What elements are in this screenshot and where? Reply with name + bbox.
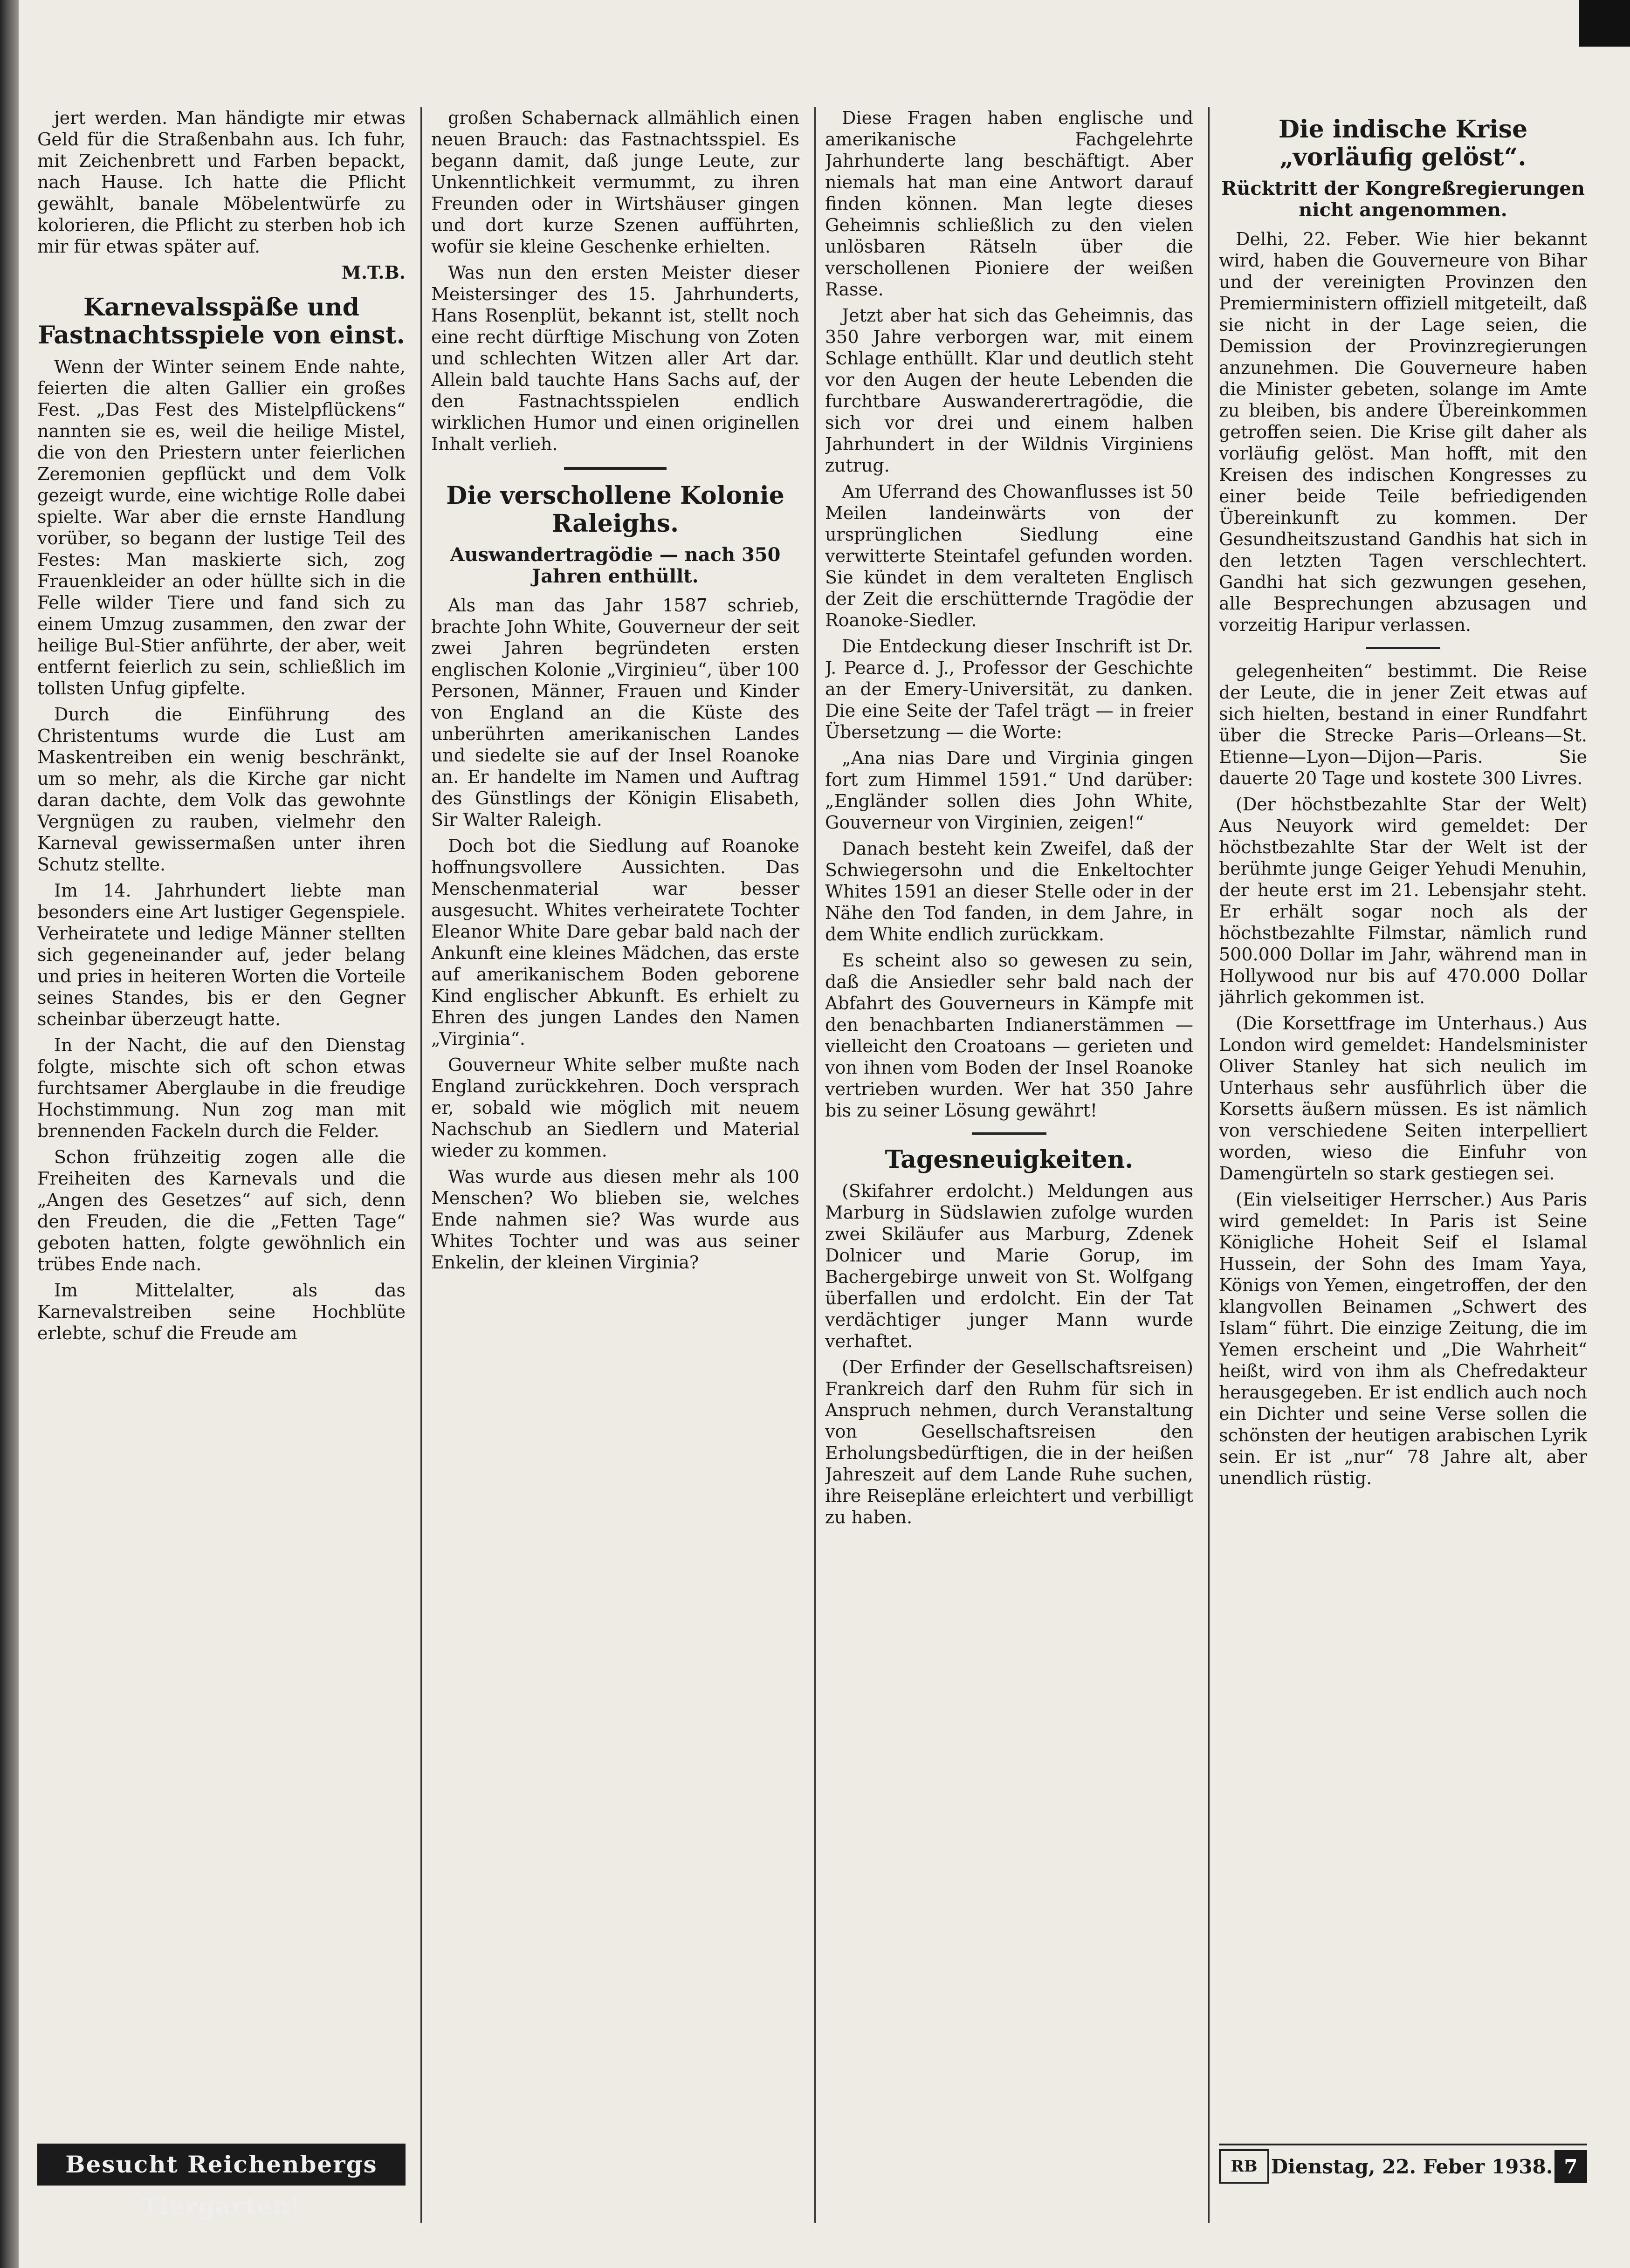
paragraph: Delhi, 22. Feber. Wie hier bekannt wird, haben die Gouverneure von Bihar und der vereinigten Provinzen den Premierministern offiziell mitgeteilt, daß sie nicht in der Lage seien, die Demission der Provinzregierungen anzunehmen. Die Gouverneure haben die Minister gebeten, solange im Amte zu bleiben, bis andere Übereinkommen getroffen seien. Die Krise gilt daher als vorläufig gelöst. Man hofft, mit den Kreisen des indischen Kongresses zu einer beide Teile befriedigenden Übereinkunft zu kommen. Der Gesundheitszustand Gandhis hat sich in den letzten Tagen verschlechtert. Gandhi hat sich gezwungen gesehen, alle Besprechungen abzusagen und vorzeitig Haripur verlassen. xyxy=(1219,229,1587,635)
news-item: gelegenheiten“ bestimmt. Die Reise der Leute, die in jener Zeit etwas auf sich hielten, bestand in einer Rundfahrt über die Strecke Paris—Orleans—St. Etienne—Lyon—Dijon—Paris. Sie dauerte 20 Tage und kostete 300 Livres. xyxy=(1219,661,1587,788)
separator-rule xyxy=(1366,647,1440,649)
paragraph: Die Entdeckung dieser Inschrift ist Dr. J. Pearce d. J., Professor der Geschichte an der Emery-Universität, zu danken. Die eine Seite der Tafel trägt — in freier Übersetzung — die Worte: xyxy=(825,636,1193,742)
author-signature: M.T.B. xyxy=(341,262,406,283)
corner-mark xyxy=(1579,0,1630,47)
article-subtitle: Auswandertragödie — nach 350 Jahren enthüllt. xyxy=(450,544,781,587)
paragraph: Was nun den ersten Meister dieser Meistersinger des 15. Jahrhunderts, Hans Rosenplüt, bekannt ist, stellt noch eine recht dürftige Mischung von Zoten und schlechten Witzen aller Art dar. Allein bald tauchte Hans Sachs auf, der den Fastnachtsspielen endlich wirklichen Humor und einen originellen Inhalt verlieh. xyxy=(431,262,799,454)
paragraph: Was wurde aus diesen mehr als 100 Menschen? Wo blieben sie, welches Ende nahmen sie? Was wurde aus Whites Tochter und was aus seiner Enkelin, der kleinen Virginia? xyxy=(431,1166,799,1273)
article-title-india: Die indische Krise „vorläufig gelöst“. xyxy=(1278,115,1528,171)
paragraph: Durch die Einführung des Christentums wurde die Lust am Maskentreiben ein wenig beschränkt, um so mehr, als die Kirche gar nicht daran dachte, dem Volk das gewohnte Vergnügen zu rauben, vielmehr den Karneval gewissermaßen unter ihren Schutz stellte. xyxy=(37,704,406,875)
dateline: Dienstag, 22. Feber 1938. xyxy=(1271,2155,1553,2178)
column-1 xyxy=(37,107,406,2223)
page-number: 7 xyxy=(1554,2150,1587,2183)
article-subtitle: Rücktritt der Kongreßregierungen nicht angenommen. xyxy=(1221,178,1585,221)
zoo-advert-banner: Besucht Reichenbergs Tiergarten! xyxy=(37,2144,406,2186)
paragraph: Am Uferrand des Chowanflusses ist 50 Meilen landeinwärts von der ursprünglichen Siedlung eine verwitterte Steintafel gefunden worden. Sie kündet in dem veralteten Englisch der Zeit die erschütternde Tragödie der Roanoke-Siedler. xyxy=(825,481,1193,630)
paragraph: Gouverneur White selber mußte nach England zurückkehren. Doch versprach er, sobald wie möglich mit neuem Nachschub an Siedlern und Material wieder zu kommen. xyxy=(431,1055,799,1161)
article-continuation: jert werden. Man händigte mir etwas Geld für die Straßenbahn aus. Ich fuhr, mit Zeichenbrett und Farben bepackt, nach Hause. Ich hatte die Pflicht gewählt, banale Möbelentwürfe zu kolorieren, die Pflicht zu sterben hob ich mir für etwas später auf. xyxy=(37,108,406,257)
news-item: (Der höchstbezahlte Star der Welt) Aus Neuyork wird gemeldet: Der höchstbezahlte Star der Welt ist der berühmte junge Geiger Yehudi Menuhin, der heute erst im 21. Lebensjahr steht. Er erhält sogar noch als der höchstbezahlte Filmstar, nämlich rund 500.000 Dollar im Jahr, während man in Hollywood nur bis auf 470.000 Dollar jährlich gekommen ist. xyxy=(1219,794,1587,1007)
newspaper-page xyxy=(33,79,1589,2223)
column-rule xyxy=(814,107,816,2223)
news-item: (Skifahrer erdolcht.) Meldungen aus Marburg in Südslawien zufolge wurden zwei Skiläufer aus Marburg, Zdenek Dolnicer und Marie Gorup, im Bachergebirge unweit von St. Wolfgang überfallen und erdolcht. Ein der Tat verdächtiger junger Mann wurde verhaftet. xyxy=(825,1181,1193,1351)
inscription-quote: „Ana nias Dare und Virginia gingen fort zum Himmel 1591.“ Und darüber: „Engländer sollen dies John White, Gouverneur von Virginien, zeigen!“ xyxy=(825,748,1193,833)
paragraph: In der Nacht, die auf den Dienstag folgte, mischte sich oft schon etwas furchtsamer Aberglaube in die freudige Hochstimmung. Nun zog man mit brennenden Fackeln durch die Felder. xyxy=(37,1035,406,1141)
news-item: (Der Erfinder der Gesellschaftsreisen) Frankreich darf den Ruhm für sich in Anspruch nehmen, durch Veranstaltung von Gesellschaftsreisen den Erholungsbedürftigen, die in der heißen Jahreszeit auf dem Lande Ruhe suchen, ihre Reisepläne erleichtert und verbilligt zu haben. xyxy=(825,1357,1193,1528)
paragraph: Diese Fragen haben englische und amerikanische Fachgelehrte Jahrhunderte lang beschäftigt. Aber niemals hat man eine Antwort darauf finden können. Man legte dieses Geheimnis schließlich zu den vielen unlösbaren Rätseln über die verschollenen Pioniere der weißen Rasse. xyxy=(825,108,1193,300)
column-4 xyxy=(1219,107,1587,2223)
paragraph: Als man das Jahr 1587 schrieb, brachte John White, Gouverneur der seit zwei Jahren begründeten ersten englischen Kolonie „Virginieu“, über 100 Personen, Männer, Frauen und Kinder von England an die Küste des unberührten amerikanischen Landes und siedelte sie auf der Insel Roanoke an. Er handelte im Namen und Auftrag des Günstlings der Königin Elisabeth, Sir Walter Raleigh. xyxy=(431,595,799,830)
news-section-title: Tagesneuigkeiten. xyxy=(885,1145,1134,1174)
scan-edge xyxy=(0,0,19,2268)
paragraph: großen Schabernack allmählich einen neuen Brauch: das Fastnachtsspiel. Es begann damit, daß junge Leute, zur Unkenntlichkeit vermummt, zu ihren Freunden oder in Wirtshäuser gingen und dort kurze Szenen aufführten, wofür sie kleine Geschenke erhielten. xyxy=(431,108,799,257)
separator-rule xyxy=(564,467,667,470)
paragraph: Schon frühzeitig zogen alle die Freiheiten des Karnevals und die „Angen des Gesetzes“ auf sich, denn den Freuden, die die „Fetten Tage“ geboten hatten, folgte gewöhnlich ein trübes Ende nach. xyxy=(37,1147,406,1274)
paragraph: Es scheint also so gewesen zu sein, daß die Ansiedler sehr bald nach der Abfahrt des Gouverneurs in Kämpfe mit den benachbarten Indianerstämmen — vielleicht den Croatoans — gerieten und von ihnen vom Boden der Insel Roanoke vertrieben wurden. Wer hat 350 Jahre bis zu seiner Lösung gewährt! xyxy=(825,950,1193,1121)
paragraph: Im Mittelalter, als das Karnevalstreiben seine Hochblüte erlebte, schuf die Freude am xyxy=(37,1280,406,1343)
paragraph: Im 14. Jahrhundert liebte man besonders eine Art lustiger Gegenspiele. Verheiratete und ledige Männer stellten sich gegeneinander auf, jeder belang und pries in heiteren Worten die Vorteile seines Standes, bis er den Gegner scheinbar überzeugt hatte. xyxy=(37,880,406,1029)
separator-rule xyxy=(972,1132,1046,1135)
news-item: (Ein vielseitiger Herrscher.) Aus Paris wird gemeldet: In Paris ist Seine Königliche Hoheit Seif el Islamal Hussein, der Sohn des Imam Yaya, Königs von Yemen, eingetroffen, der den klangvollen Beinamen „Schwert des Islam“ führt. Die einzige Zeitung, die im Yemen erscheint und „Die Wahrheit“ heißt, wird von ihm als Chefredakteur herausgegeben. Er ist endlich auch noch ein Dichter und seine Verse sollen die schönsten der heutigen arabischen Lyrik sein. Er ist „nur“ 78 Jahre alt, aber unendlich rüstig. xyxy=(1219,1189,1587,1488)
paragraph: Danach besteht kein Zweifel, daß der Schwiegersohn und die Enkeltochter Whites 1591 an dieser Stelle oder in der Nähe den Tod fanden, in dem Jahre, in dem White endlich zurückkam. xyxy=(825,838,1193,945)
column-3 xyxy=(825,107,1193,2223)
paragraph: Doch bot die Siedlung auf Roanoke hoffnungsvollere Aussichten. Das Menschenmaterial war besser ausgesucht. Whites verheiratete Tochter Eleanor White Dare gebar bald nach der Ankunft eine kleines Mädchen, das erste auf amerikanischem Boden geborene Kind englischer Abkunft. Es erhielt zu Ehren des jungen Landes den Namen „Virginia“. xyxy=(431,836,799,1049)
paragraph: Jetzt aber hat sich das Geheimnis, das 350 Jahre verborgen war, mit einem Schlage enthüllt. Klar und deutlich steht vor den Augen der heute Lebenden die furchtbare Auswanderertragödie, die sich vor drei und einem halben Jahrhundert in der Wildnis Virginiens zutrug. xyxy=(825,305,1193,476)
page-footer xyxy=(1219,2144,1587,2187)
column-rule xyxy=(1208,107,1210,2223)
news-item: (Die Korsettfrage im Unterhaus.) Aus London wird gemeldet: Handelsminister Oliver Stanley hat sich neulich im Unterhaus sehr ausführlich über die Korsetts äußern müssen. Es ist nämlich von verschiedene Seiten interpelliert worden, wieso die Einfuhr von Damengürteln so stark gestiegen sei. xyxy=(1219,1013,1587,1184)
article-title-karneval: Karnevalsspäße und Fastnachtsspiele von einst. xyxy=(38,293,405,349)
column-2 xyxy=(431,107,799,2223)
column-rule xyxy=(420,107,422,2223)
paragraph: Wenn der Winter seinem Ende nahte, feierten die alten Gallier ein großes Fest. „Das Fest des Mistelpflückens“ nannten sie es, weil die heilige Mistel, die von den Priestern unter feierlichen Zeremonien gepflückt und dem Volk gezeigt wurde, eine wichtige Rolle dabei spielte. War aber die ernste Handlung vorüber, so begann der lustige Teil des Festes: Man maskierte sich, zog Frauenkleider an oder hüllte sich in die Felle wilder Tiere und fand sich zu einem Umzug zusammen, den zwar der heilige Bul-Stier anführte, der aber, weit entfernt feierlich zu sein, schließlich im tollsten Unfug gipfelte. xyxy=(37,356,406,699)
article-title-raleigh: Die verschollene Kolonie Raleighs. xyxy=(446,481,784,538)
newspaper-logo: RB xyxy=(1219,2149,1269,2184)
